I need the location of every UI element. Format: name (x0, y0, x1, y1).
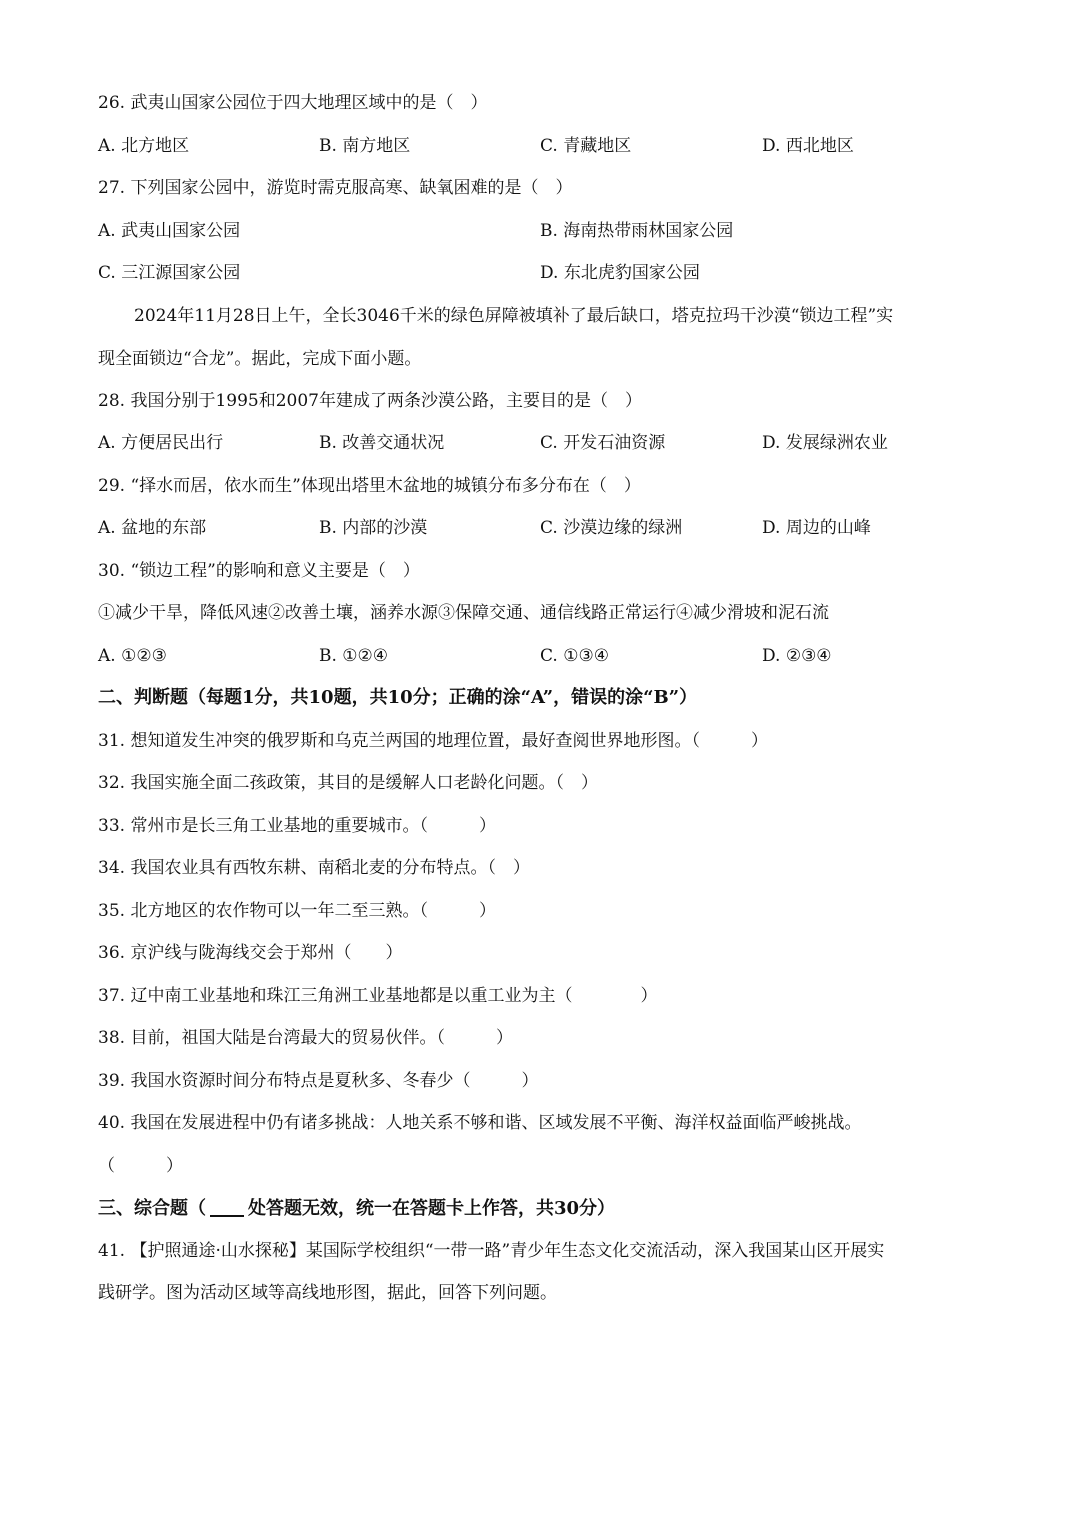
judge-39: 39. 我国水资源时间分布特点是夏秋多、冬春少（ ） (98, 1071, 539, 1091)
q28-option-d: D. 发展绿洲农业 (762, 433, 888, 453)
q29-option-b: B. 内部的沙漠 (319, 518, 428, 538)
judge-40-blank: （ ） (98, 1156, 183, 1176)
q28-option-b: B. 改善交通状况 (319, 433, 445, 453)
passage-line-1: 2024年11月28日上午，全长3046千米的绿色屏障被填补了最后缺口，塔克拉玛干沙漠“锁边工程”实 (134, 306, 894, 326)
judge-38: 38. 目前，祖国大陆是台湾最大的贸易伙伴。（ ） (98, 1028, 513, 1048)
q27-option-c: C. 三江源国家公园 (98, 263, 241, 283)
question-30: 30. “锁边工程”的影响和意义主要是（ ） (98, 561, 420, 581)
question-29: 29. “择水而居，依水而生”体现出塔里木盆地的城镇分布多分布在（ ） (98, 476, 641, 496)
question-41-line-2: 践研学。图为活动区域等高线地形图，据此，回答下列问题。 (98, 1283, 557, 1303)
judge-31: 31. 想知道发生冲突的俄罗斯和乌克兰两国的地理位置，最好查阅世界地形图。（ ） (98, 731, 768, 751)
judge-40: 40. 我国在发展进程中仍有诸多挑战：人地关系不够和谐、区域发展不平衡、海洋权益面临严峻挑战。 (98, 1113, 862, 1133)
q29-option-a: A. 盆地的东部 (98, 518, 207, 538)
q30-option-d: D. ②③④ (762, 646, 832, 666)
q28-option-c: C. 开发石油资源 (540, 433, 666, 453)
question-27: 27. 下列国家公园中，游览时需克服高寒、缺氧困难的是（ ） (98, 178, 573, 198)
q29-option-c: C. 沙漠边缘的绿洲 (540, 518, 683, 538)
judge-34: 34. 我国农业具有西牧东耕、南稻北麦的分布特点。（ ） (98, 858, 530, 878)
judge-33: 33. 常州市是长三角工业基地的重要城市。（ ） (98, 816, 496, 836)
section-3-title (98, 1197, 615, 1220)
q29-option-d: D. 周边的山峰 (762, 518, 871, 538)
judge-35: 35. 北方地区的农作物可以一年二至三熟。（ ） (98, 901, 496, 921)
judge-37: 37. 辽中南工业基地和珠江三角洲工业基地都是以重工业为主（ ） (98, 986, 658, 1006)
q30-option-a: A. ①②③ (98, 646, 167, 666)
q27-option-a: A. 武夷山国家公园 (98, 221, 241, 241)
q30-option-b: B. ①②④ (319, 646, 389, 666)
answer-blank (210, 1197, 244, 1217)
q27-option-b: B. 海南热带雨林国家公园 (540, 221, 734, 241)
question-26: 26. 武夷山国家公园位于四大地理区域中的是（ ） (98, 93, 488, 113)
q26-option-c: C. 青藏地区 (540, 136, 632, 156)
q26-option-d: D. 西北地区 (762, 136, 854, 156)
q30-statements: ①减少干旱，降低风速②改善土壤，涵养水源③保障交通、通信线路正常运行④减少滑坡和泥石流 (98, 603, 829, 623)
section-3-title-prefix: 三、综合题（ (98, 1198, 206, 1219)
q26-option-a: A. 北方地区 (98, 136, 190, 156)
question-28: 28. 我国分别于1995和2007年建成了两条沙漠公路，主要目的是（ ） (98, 391, 642, 411)
q30-option-c: C. ①③④ (540, 646, 609, 666)
judge-32: 32. 我国实施全面二孩政策，其目的是缓解人口老龄化问题。（ ） (98, 773, 598, 793)
passage-line-2: 现全面锁边“合龙”。据此，完成下面小题。 (98, 349, 422, 369)
judge-36: 36. 京沪线与陇海线交会于郑州（ ） (98, 943, 403, 963)
section-3-title-suffix: 处答题无效，统一在答题卡上作答，共30分） (248, 1198, 616, 1219)
q28-option-a: A. 方便居民出行 (98, 433, 224, 453)
question-41-line-1: 41. 【护照通途·山水探秘】某国际学校组织“一带一路”青少年生态文化交流活动，深入我国某山区开展实 (98, 1241, 885, 1261)
section-2-title: 二、判断题（每题1分，共10题，共10分；正确的涂“A”，错误的涂“B”） (98, 687, 698, 708)
q26-option-b: B. 南方地区 (319, 136, 411, 156)
q27-option-d: D. 东北虎豹国家公园 (540, 263, 700, 283)
